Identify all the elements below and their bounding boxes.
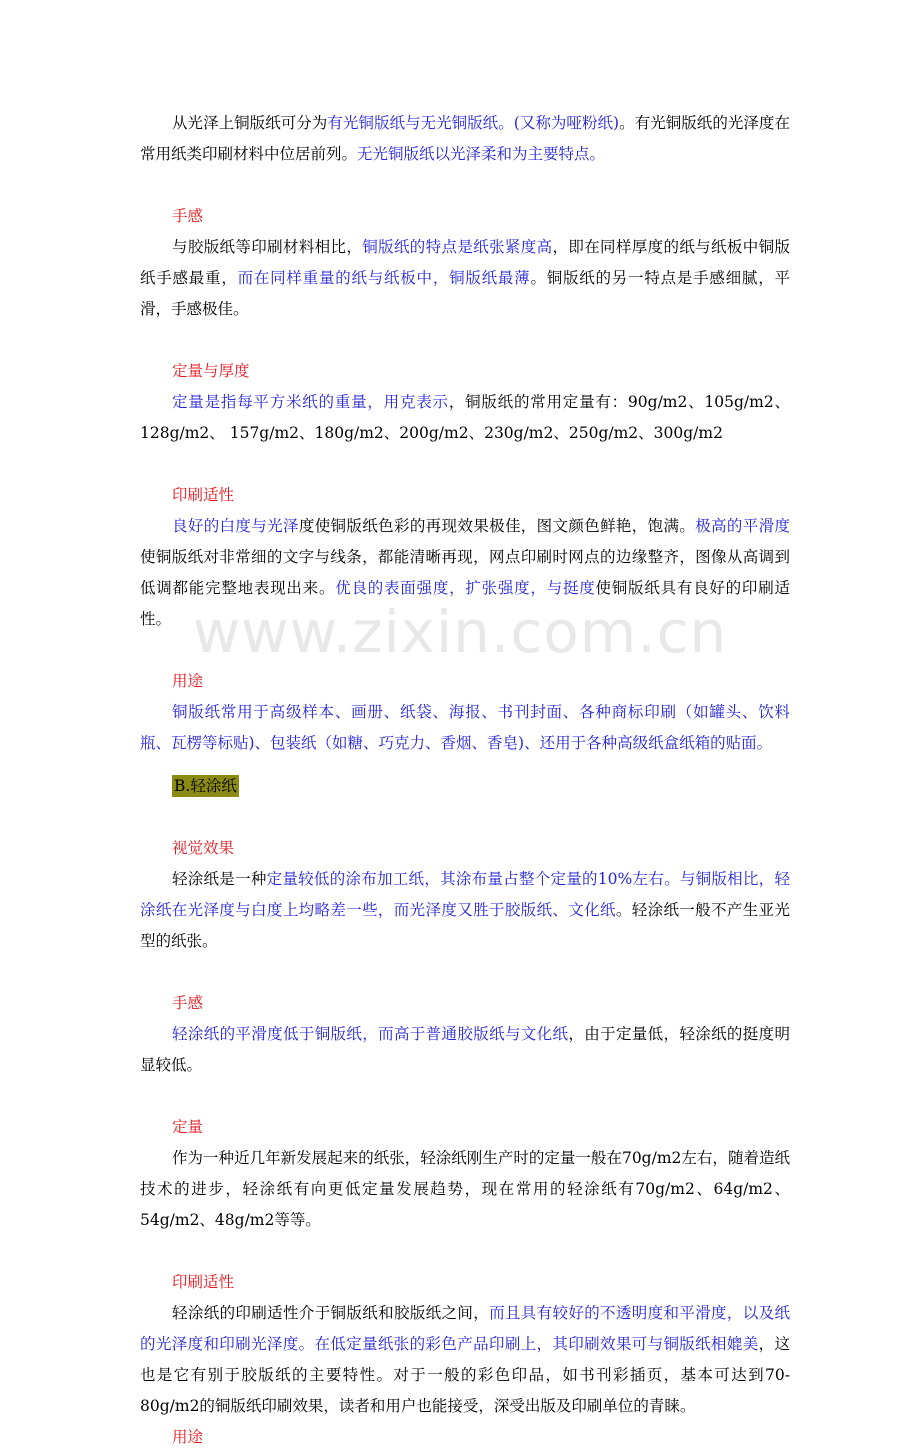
feel-text-2: ，即在同样厚度的纸与纸板中铜版纸手感最重， [140, 238, 790, 287]
print2-highlight: 而且具有较好的不透明度和平滑度，以及纸的光泽度和印刷光泽度。在低定量纸张的彩色产品印刷上，其印刷效果可与铜版纸相媲美 [140, 1304, 790, 1353]
print2-text-2: ，这也是它有别于胶版纸的主要特性。对于一般的彩色印品，如书刊彩插页，基本可达到70-80g/m2的铜版纸印刷效果，读者和用户也能接受，深受出版及印刷单位的青睐。 [140, 1335, 790, 1415]
intro-highlight: 有光铜版纸与无光铜版纸。(又称为哑粉纸) [327, 114, 620, 132]
usage-paragraph: 铜版纸常用于高级样本、画册、纸袋、海报、书刊封面、各种商标印刷（如罐头、饮料瓶、瓦楞等标贴)、包装纸（如糖、巧克力、香烟、香皂)、还用于各种高级纸盒纸箱的贴面。 [140, 703, 790, 752]
print-text: 度使铜版纸色彩的再现效果极佳，图文颜色鲜艳，饱满。 [298, 517, 696, 535]
intro-highlight-2: 无光铜版纸以光泽柔和为主要特点。 [357, 145, 606, 163]
weight-highlight: 定量是指每平方米纸的重量，用克表示 [172, 393, 449, 411]
weight-paragraph [140, 387, 790, 449]
watermark: www.zixin.com.cn [192, 598, 728, 666]
heading-print: 印刷适性 [172, 486, 235, 504]
feel-highlight-2: 而在同样重量的纸与纸板中，铜版纸最薄 [237, 269, 531, 287]
section-b-heading [140, 771, 790, 802]
visual-text-2: 。轻涂纸一般不产生亚光型的纸张。 [140, 901, 790, 950]
section-b-label: B.轻涂纸 [174, 777, 237, 795]
intro-paragraph [140, 108, 790, 170]
print-paragraph [140, 511, 790, 635]
heading-usage: 用途 [172, 672, 204, 690]
feel2-highlight: 轻涂纸的平滑度低于铜版纸，而高于普通胶版纸与文化纸 [172, 1025, 569, 1043]
print-highlight-2: 极高的平滑度 [695, 517, 790, 535]
document-body [140, 108, 790, 1453]
visual-text: 轻涂纸是一种 [172, 870, 267, 888]
feel-text-3: 。铜版纸的另一特点是手感细腻，平滑，手感极佳。 [140, 269, 790, 318]
heading-usage-2: 用途 [172, 1428, 204, 1446]
feel2-text: ，由于定量低，轻涂纸的挺度明显较低。 [140, 1025, 790, 1074]
print2-text: 轻涂纸的印刷适性介于铜版纸和胶版纸之间， [172, 1304, 490, 1322]
heading-weight-2: 定量 [172, 1118, 204, 1136]
feel-highlight: 铜版纸的特点是纸张紧度高 [362, 238, 553, 256]
heading-feel: 手感 [172, 207, 204, 225]
heading-visual: 视觉效果 [172, 839, 235, 857]
feel-text: 与胶版纸等印刷材料相比， [172, 238, 363, 256]
print-text-2: 使铜版纸对非常细的文字与线条，都能清晰再现，网点印刷时网点的边缘整齐，图像从高调到低调都能完整地表现出来。 [140, 548, 790, 597]
intro-text: 从光泽上铜版纸可分为 [172, 114, 328, 132]
weight-text: ，铜版纸的常用定量有：90g/m2、105g/m2、128g/m2、 157g/m2、180g/m2、200g/m2、230g/m2、250g/m2、300g/m2 [140, 393, 790, 442]
intro-text-2: 。有光铜版纸的光泽度在常用纸类印刷材料中位居前列。 [140, 114, 790, 163]
feel2-paragraph [140, 1019, 790, 1081]
heading-weight: 定量与厚度 [172, 362, 250, 380]
feel-paragraph [140, 232, 790, 325]
heading-feel-2: 手感 [172, 994, 204, 1012]
print2-paragraph [140, 1298, 790, 1422]
visual-highlight: 定量较低的涂布加工纸，其涂布量占整个定量的10%左右。与铜版相比，轻涂纸在光泽度与白度上均略差一些，而光泽度又胜于胶版纸、文化纸 [140, 870, 790, 919]
print-highlight: 良好的白度与光泽 [172, 517, 299, 535]
heading-print-2: 印刷适性 [172, 1273, 235, 1291]
visual-paragraph [140, 864, 790, 957]
weight2-paragraph: 作为一种近几年新发展起来的纸张，轻涂纸刚生产时的定量一般在70g/m2左右，随着造纸技术的进步，轻涂纸有向更低定量发展趋势，现在常用的轻涂纸有70g/m2、64g/m2、54g/m2、48g/m2等等。 [140, 1149, 790, 1229]
print-highlight-3: 优良的表面强度，扩张强度，与挺度 [335, 579, 596, 597]
print-text-3: 使铜版纸具有良好的印刷适性。 [140, 579, 790, 628]
